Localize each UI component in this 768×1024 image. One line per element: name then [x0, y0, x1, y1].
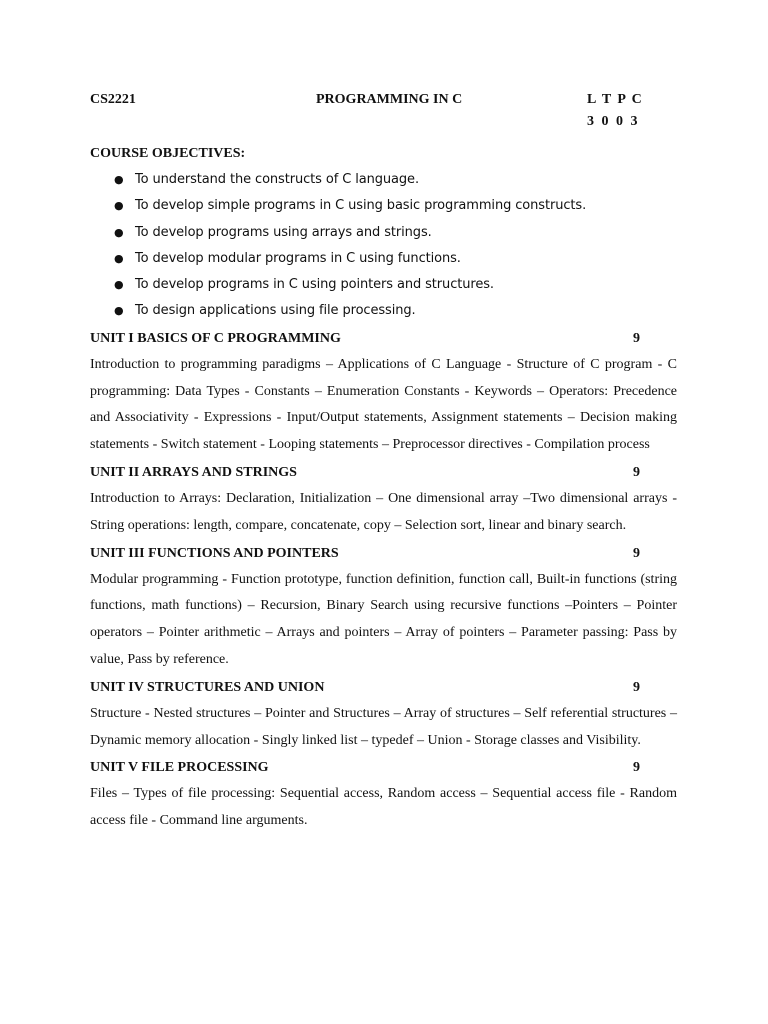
- unit-title: UNIT III FUNCTIONS AND POINTERS: [90, 545, 339, 561]
- objective-text: To develop modular programs in C using functions.: [135, 250, 461, 266]
- unit-content: Files – Types of file processing: Sequential access, Random access – Sequential access file - Random access file - Command line arguments.: [90, 786, 677, 829]
- unit-hours: 9: [633, 679, 640, 695]
- unit-1: [90, 326, 677, 459]
- ltpc-label: L T P C: [587, 92, 644, 107]
- bullet-icon: ●: [114, 304, 124, 318]
- unit-title: UNIT I BASICS OF C PROGRAMMING: [90, 330, 341, 346]
- list-item: [90, 272, 677, 298]
- unit-hours: 9: [633, 760, 640, 776]
- list-item: [90, 298, 677, 324]
- course-header: [90, 92, 677, 114]
- unit-heading: [90, 675, 677, 701]
- unit-4: [90, 675, 677, 755]
- unit-title: UNIT IV STRUCTURES AND UNION: [90, 679, 325, 695]
- unit-hours: 9: [633, 545, 640, 561]
- unit-content: Structure - Nested structures – Pointer and Structures – Array of structures – Self referential structures – Dynamic memory allocation - Singly linked list – typedef – Union - Storage classes and Visibility.: [90, 705, 677, 748]
- unit-content: Introduction to programming paradigms – Applications of C Language - Structure of C program - C programming: Data Types - Constants – Enumeration Constants - Keywords – Operators: Precedence and Associativity - Expressions - Input/Output statements, Assignment statements – Decision making statements - Switch statement - Looping statements – Preprocessor directives - Compilation process: [90, 356, 677, 453]
- unit-heading: [90, 541, 677, 567]
- objective-text: To develop programs in C using pointers and structures.: [135, 277, 494, 293]
- unit-hours: 9: [633, 330, 640, 346]
- objective-text: To develop programs using arrays and strings.: [135, 224, 432, 240]
- unit-title: UNIT V FILE PROCESSING: [90, 760, 269, 776]
- course-code: CS2221: [90, 92, 136, 107]
- objectives-list: [90, 167, 677, 325]
- syllabus-page: [90, 92, 677, 835]
- bullet-icon: ●: [114, 199, 124, 213]
- objective-text: To design applications using file processing.: [135, 303, 416, 319]
- unit-title: UNIT II ARRAYS AND STRINGS: [90, 464, 297, 480]
- unit-5: [90, 755, 677, 835]
- list-item: [90, 167, 677, 193]
- list-item: [90, 220, 677, 246]
- bullet-icon: ●: [114, 173, 124, 186]
- course-title: PROGRAMMING IN C: [316, 92, 463, 107]
- unit-heading: [90, 460, 677, 486]
- bullet-icon: ●: [114, 225, 124, 239]
- unit-3: [90, 541, 677, 674]
- unit-heading: [90, 755, 677, 781]
- objective-text: To understand the constructs of C language.: [135, 172, 419, 187]
- objectives-heading-text: COURSE OBJECTIVES:: [90, 146, 246, 161]
- credits-row: [90, 114, 677, 141]
- bullet-icon: ●: [114, 278, 124, 292]
- objectives-heading: [90, 141, 677, 167]
- unit-hours: 9: [633, 464, 640, 480]
- ltpc-values: 3 0 0 3: [587, 114, 640, 129]
- list-item: [90, 193, 677, 219]
- unit-2: [90, 460, 677, 540]
- bullet-icon: ●: [114, 251, 124, 265]
- unit-heading: [90, 326, 677, 352]
- unit-content: Introduction to Arrays: Declaration, Initialization – One dimensional array –Two dimensional arrays - String operations: length, compare, concatenate, copy – Selection sort, linear and binary search.: [90, 490, 677, 533]
- objective-text: To develop simple programs in C using basic programming constructs.: [135, 198, 587, 214]
- list-item: [90, 246, 677, 272]
- unit-content: Modular programming - Function prototype, function definition, function call, Built-in functions (string functions, math functions) – Recursion, Binary Search using recursive functions –Pointers – Pointer operators – Pointer arithmetic – Arrays and pointers – Array of pointers – Parameter passing: Pass by value, Pass by reference.: [90, 571, 677, 667]
